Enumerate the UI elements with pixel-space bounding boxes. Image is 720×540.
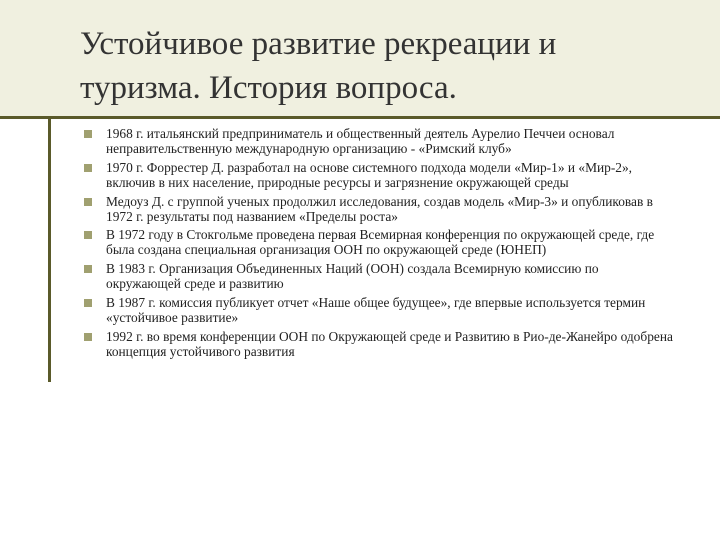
slide-title: Устойчивое развитие рекреации и туризма. История вопроса. [80, 26, 557, 106]
list-item [84, 161, 674, 191]
list-item [84, 228, 674, 258]
list-item [84, 127, 674, 157]
list-item [84, 262, 674, 292]
title-divider-line [0, 116, 720, 119]
square-bullet-icon [84, 198, 92, 206]
square-bullet-icon [84, 299, 92, 307]
bullet-text: Медоуз Д. с группой ученых продолжил исследования, создав модель «Мир-3» и опубликовав в 1972 г. результаты под названием «Пределы роста» [106, 193, 653, 224]
square-bullet-icon [84, 265, 92, 273]
bullet-text: В 1972 году в Стокгольме проведена первая Всемирная конференция по окружающей среде, где была создана специальная организация ООН по окружающей среде (ЮНЕП) [106, 227, 655, 258]
bullet-list [84, 127, 674, 364]
square-bullet-icon [84, 333, 92, 341]
bullet-text: 1968 г. итальянский предприниматель и общественный деятель Аурелио Печчеи основал неправительственную международную организацию - «Римский клуб» [106, 126, 615, 156]
list-item [84, 296, 674, 326]
list-item [84, 330, 674, 360]
square-bullet-icon [84, 164, 92, 172]
title-band [0, 0, 720, 118]
bullet-text: 1992 г. во время конференции ООН по Окружающей среде и Развитию в Рио-де-Жанейро одобрена концепция устойчивого развития [106, 328, 673, 359]
square-bullet-icon [84, 130, 92, 138]
bullet-text: В 1987 г. комиссия публикует отчет «Наше общее будущее», где впервые используется термин «устойчивое развитие» [106, 295, 646, 325]
square-bullet-icon [84, 231, 92, 239]
bullet-text: В 1983 г. Организация Объединенных Наций (ООН) создала Всемирную комиссию по окружающей среде и развитию [106, 261, 599, 292]
bullet-text: 1970 г. Форрестер Д. разработал на основе системного подхода модели «Мир-1» и «Мир-2», включив в них население, природные ресурсы и загрязнение окружающей среды [106, 159, 633, 190]
vertical-accent-line [48, 116, 51, 382]
list-item [84, 195, 674, 225]
